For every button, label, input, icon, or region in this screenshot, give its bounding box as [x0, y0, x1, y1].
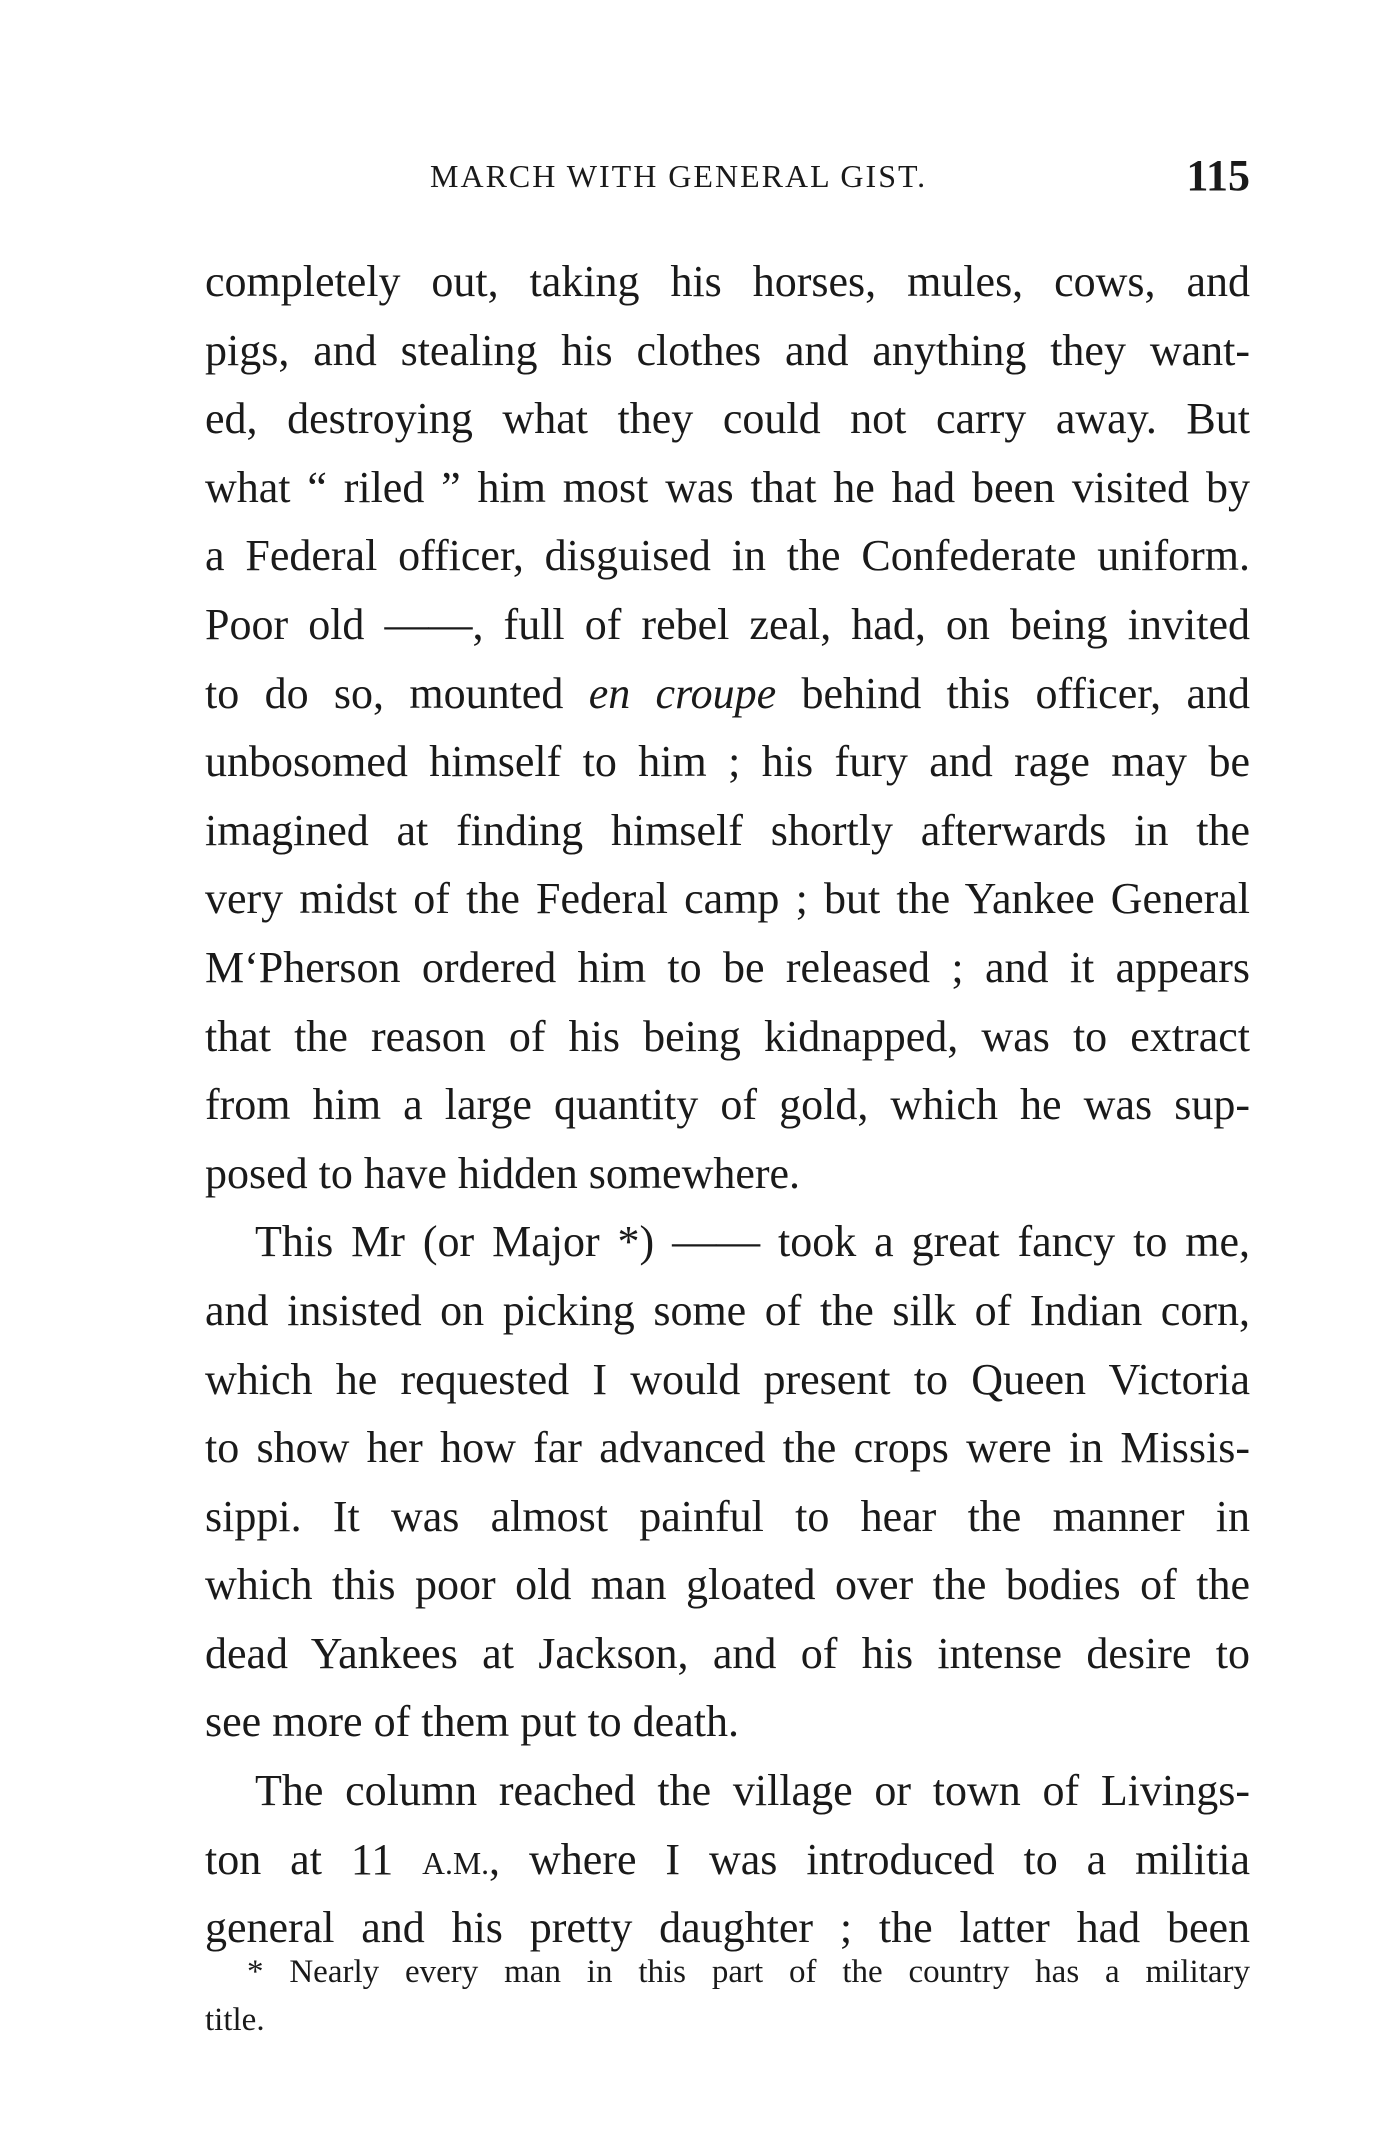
text-line: to show her how far advanced the crops were in Missis- — [205, 1423, 1250, 1473]
paragraph-2 — [205, 1208, 1250, 1757]
small-caps-time: A.M. — [422, 1845, 490, 1881]
body-text — [205, 248, 1250, 1963]
text-line: M‘Pherson ordered him to be released ; and it appears — [205, 942, 1250, 992]
text-line: and insisted on picking some of the silk of Indian corn, — [205, 1285, 1250, 1335]
page-header — [205, 150, 1250, 210]
text-line: very midst of the Federal camp ; but the Yankee General — [205, 874, 1250, 924]
text-line: that the reason of his being kidnapped, was to extract — [205, 1011, 1250, 1061]
running-head: MARCH WITH GENERAL GIST. — [430, 158, 928, 194]
text-line: what “ riled ” him most was that he had been visited by — [205, 462, 1250, 512]
text-line: dead Yankees at Jackson, and of his intense desire to — [205, 1628, 1250, 1678]
footnote-line: * Nearly every man in this part of the country has a military — [247, 1954, 1250, 1990]
text-line-smallcaps: ton at 11 A.M., where I was introduced to a militia — [205, 1834, 1250, 1884]
footnote-line: title. — [205, 2002, 265, 2038]
text-line: completely out, taking his horses, mules, cows, and — [205, 257, 1250, 306]
italic-phrase: en croupe — [588, 668, 777, 718]
text-line: see more of them put to death. — [205, 1697, 739, 1747]
text-line: which he requested I would present to Queen Victoria — [205, 1354, 1250, 1404]
text-line-italic: to do so, mounted en croupe behind this officer, and — [205, 668, 1251, 718]
footnote — [205, 1948, 1250, 2044]
text-line: pigs, and stealing his clothes and anything they want- — [205, 325, 1250, 375]
text-line: which this poor old man gloated over the bodies of the — [205, 1560, 1250, 1610]
text-line: from him a large quantity of gold, which he was sup- — [205, 1080, 1250, 1130]
text-line: ed, destroying what they could not carry away. But — [205, 394, 1250, 444]
paragraph-1 — [205, 248, 1250, 1208]
paragraph-3 — [205, 1757, 1250, 1963]
text-line: general and his pretty daughter ; the latter had been — [205, 1903, 1250, 1953]
text-line: imagined at finding himself shortly afterwards in the — [205, 805, 1250, 855]
page-number: 115 — [1186, 151, 1250, 200]
text-line: The column reached the village or town of Livings- — [255, 1766, 1250, 1816]
text-line: sippi. It was almost painful to hear the manner in — [205, 1491, 1250, 1541]
text-line: This Mr (or Major *) —— took a great fancy to me, — [255, 1217, 1250, 1267]
text-line: Poor old ——, full of rebel zeal, had, on being invited — [205, 599, 1250, 649]
text-line: a Federal officer, disguised in the Confederate uniform. — [205, 531, 1250, 581]
text-line: posed to have hidden somewhere. — [205, 1148, 801, 1198]
text-line: unbosomed himself to him ; his fury and rage may be — [205, 737, 1250, 787]
